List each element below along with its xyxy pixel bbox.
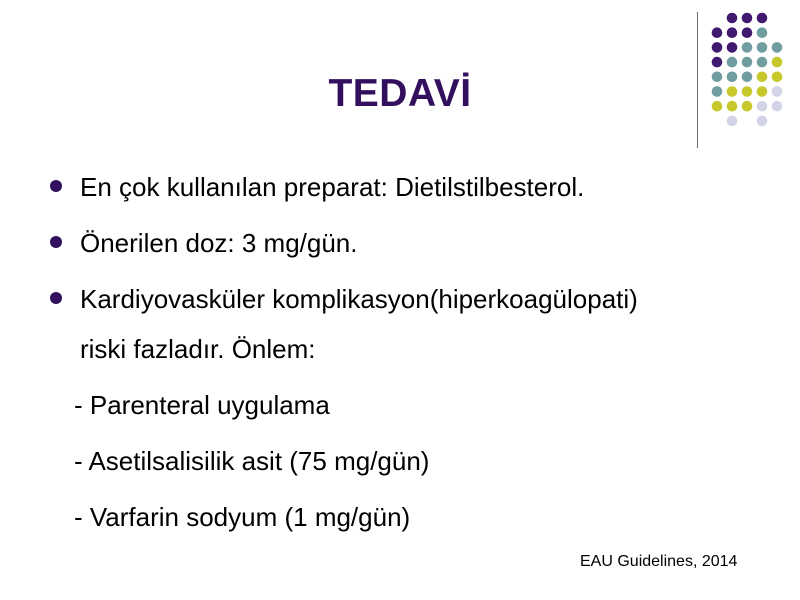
decorative-dot bbox=[712, 57, 723, 68]
decorative-dot bbox=[757, 57, 768, 68]
decorative-dot bbox=[727, 42, 738, 53]
bullet-icon bbox=[50, 180, 62, 192]
sub-item-1: - Parenteral uygulama bbox=[74, 390, 330, 420]
decorative-dot bbox=[712, 42, 723, 53]
decorative-dot bbox=[742, 13, 753, 24]
decorative-dot bbox=[727, 27, 738, 38]
bullet-item-3: Kardiyovasküler komplikasyon(hiperkoagülopati) bbox=[80, 284, 638, 314]
bullet-icon bbox=[50, 292, 62, 304]
slide-title: TEDAVİ bbox=[328, 72, 472, 115]
decorative-dot bbox=[727, 57, 738, 68]
decorative-dot bbox=[757, 27, 768, 38]
decorative-dot bbox=[727, 13, 738, 24]
bullet-icon bbox=[50, 236, 62, 248]
source-citation: EAU Guidelines, 2014 bbox=[580, 553, 738, 570]
decorative-dot bbox=[742, 42, 753, 53]
decorative-dot bbox=[742, 57, 753, 68]
decorative-dot bbox=[727, 116, 738, 127]
decorative-dot bbox=[712, 27, 723, 38]
bullet-item-3-continuation: riski fazladır. Önlem: bbox=[80, 334, 316, 364]
bullet-item-1: En çok kullanılan preparat: Dietilstilbesterol. bbox=[80, 172, 585, 202]
decorative-dot bbox=[772, 57, 783, 68]
decorative-dot bbox=[772, 42, 783, 53]
decorative-dot bbox=[742, 27, 753, 38]
sub-item-2: - Asetilsalisilik asit (75 mg/gün) bbox=[74, 446, 430, 476]
decorative-dot bbox=[757, 42, 768, 53]
decorative-dot bbox=[757, 13, 768, 24]
decorative-dot bbox=[757, 116, 768, 127]
sub-item-3: - Varfarin sodyum (1 mg/gün) bbox=[74, 502, 411, 532]
bullet-item-2: Önerilen doz: 3 mg/gün. bbox=[80, 228, 358, 258]
